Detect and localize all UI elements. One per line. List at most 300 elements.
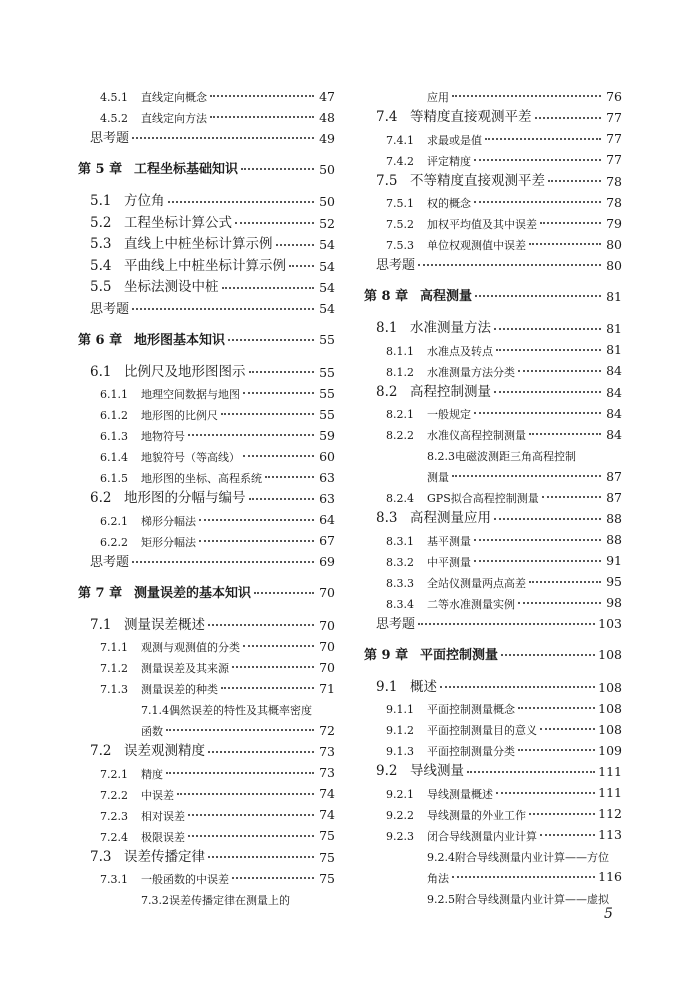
toc-entry: [364, 462, 622, 483]
entry-title: 直线上中桩坐标计算示例: [124, 236, 273, 252]
toc-entry: [78, 822, 335, 843]
dot-leader: [496, 792, 595, 794]
entry-title: 相对误差: [141, 809, 185, 823]
entry-number: 6.2.1: [100, 514, 128, 528]
entry-title: 附合导线测量内业计算——虚拟: [455, 892, 609, 906]
dot-leader: [485, 138, 601, 140]
entry-title: 水准测量方法分类: [427, 365, 515, 379]
entry-number: 第 5 章: [78, 162, 123, 177]
dot-leader: [254, 592, 314, 594]
entry-page: 63: [319, 491, 335, 506]
entry-title: 思考题: [90, 131, 130, 146]
entry-page: 103: [598, 616, 622, 631]
entry-title: 二等水准测量实例: [427, 597, 515, 611]
entry-page: 87: [606, 468, 622, 484]
entry-title: 偶然误差的特性及其概率密度: [169, 704, 312, 717]
dot-leader: [474, 201, 601, 203]
dot-leader: [228, 339, 314, 341]
entry-page: 54: [319, 280, 335, 295]
toc-entry: [364, 103, 622, 125]
entry-number: 9.1.2: [386, 724, 414, 737]
entry-title: 思考题: [376, 616, 416, 632]
entry-number: 7.5.2: [386, 218, 414, 231]
entry-number: 9.1: [376, 678, 398, 695]
dot-leader: [210, 95, 314, 97]
entry-title: 观测与观测值的分类: [141, 641, 240, 654]
dot-leader: [518, 602, 601, 604]
entry-page: 54: [319, 237, 335, 252]
dot-leader: [474, 539, 601, 541]
entry-page: 108: [598, 679, 622, 695]
entry-title: 误差传播定律: [124, 848, 205, 865]
entry-number: 8.3: [376, 510, 398, 526]
entry-page: 88: [606, 532, 622, 547]
entry-title: 平曲线上中桩坐标计算示例: [124, 257, 286, 274]
toc-entry: [364, 526, 622, 547]
entry-number: 6.1.5: [100, 472, 128, 485]
dot-leader: [518, 707, 595, 709]
entry-page: 81: [606, 321, 622, 336]
entry-number: 8.3.4: [386, 597, 414, 611]
toc-entry: [364, 863, 622, 884]
entry-title: 评定精度: [427, 154, 471, 168]
toc-entry: [78, 527, 335, 548]
entry-number: 6.1.2: [100, 409, 128, 422]
entry-title: 中误差: [141, 788, 174, 802]
entry-page: 75: [319, 870, 335, 886]
entry-page: 75: [319, 849, 335, 865]
toc-entry: [78, 252, 335, 274]
entry-page: 55: [319, 364, 335, 380]
toc-entry: [78, 801, 335, 822]
entry-page: 54: [319, 301, 335, 316]
toc-entry: [364, 610, 622, 631]
dot-leader: [132, 308, 314, 310]
entry-number: 8.2: [376, 383, 398, 400]
dot-leader: [188, 814, 314, 816]
entry-number: 5.2: [90, 214, 112, 231]
toc-entry: [364, 314, 622, 336]
entry-title: 思考题: [90, 301, 130, 317]
toc-entry: [78, 400, 335, 421]
entry-title: 导线测量概述: [427, 787, 493, 801]
entry-page: 74: [319, 786, 335, 801]
entry-title: 矩形分幅法: [141, 535, 196, 549]
entry-page: 73: [319, 765, 335, 780]
toc-entry: [364, 441, 622, 462]
dot-leader: [494, 518, 601, 520]
entry-page: 78: [606, 194, 622, 210]
entry-page: 55: [319, 332, 335, 347]
entry-number: 7.2.2: [100, 788, 128, 802]
entry-number: 6.1.1: [100, 388, 128, 401]
entry-page: 80: [606, 236, 622, 252]
page-number: 5: [604, 906, 613, 922]
entry-number: 7.3: [90, 848, 112, 865]
entry-page: 73: [319, 744, 335, 759]
toc-chapter-entry: [364, 282, 622, 303]
toc-chapter-entry: [364, 641, 622, 662]
entry-page: 69: [319, 554, 335, 569]
entry-number: 第 7 章: [78, 585, 123, 601]
entry-title: 基平测量: [427, 534, 471, 548]
toc-entry: [78, 82, 335, 103]
entry-page: 50: [319, 161, 335, 177]
toc-entry: [78, 484, 335, 506]
entry-title: GPS拟合高程控制测量: [427, 492, 539, 505]
dot-leader: [235, 222, 314, 224]
dot-leader: [440, 686, 595, 688]
entry-page: 81: [606, 342, 622, 357]
toc-entry: [78, 632, 335, 653]
toc-entry: [364, 673, 622, 695]
toc-entry: [78, 187, 335, 209]
entry-number: 7.1.1: [100, 641, 128, 654]
entry-number: 7.5.3: [386, 239, 414, 252]
entry-number: 7.2: [90, 743, 112, 759]
entry-number: 4.5.2: [100, 112, 128, 125]
toc-entry: [364, 589, 622, 610]
dot-leader: [289, 265, 314, 267]
entry-number: 7.5: [376, 172, 398, 189]
entry-page: 84: [606, 384, 622, 400]
entry-number: 7.5.1: [386, 197, 414, 210]
dot-leader: [210, 116, 314, 118]
entry-number: 7.1: [90, 616, 112, 633]
dot-leader: [496, 349, 601, 351]
dot-leader: [529, 581, 601, 583]
entry-number: 8.3.3: [386, 576, 414, 590]
entry-page: 77: [606, 110, 622, 125]
entry-title: 工程坐标计算公式: [124, 214, 232, 231]
entry-title: 梯形分幅法: [141, 514, 196, 528]
toc-entry: [78, 548, 335, 569]
entry-number: 8.1: [376, 320, 398, 336]
entry-number: 8.3.1: [386, 534, 414, 548]
entry-number: 8.3.2: [386, 555, 414, 569]
entry-title: 方位角: [124, 193, 165, 209]
toc-entry: [364, 230, 622, 251]
dot-leader: [232, 666, 314, 668]
entry-title: 水准测量方法: [410, 320, 491, 336]
toc-entry: [364, 167, 622, 189]
entry-page: 108: [598, 700, 622, 716]
entry-title: 一般规定: [427, 408, 471, 421]
entry-number: 9.1.1: [386, 703, 414, 716]
toc-entry: [364, 188, 622, 209]
dot-leader: [529, 243, 601, 245]
entry-title: 高程测量: [420, 289, 473, 304]
entry-page: 54: [319, 258, 335, 274]
entry-page: 112: [598, 806, 622, 821]
toc-entry: [78, 674, 335, 695]
toc-entry: [364, 821, 622, 842]
entry-title: 不等精度直接观测平差: [410, 172, 545, 189]
dot-leader: [177, 793, 314, 795]
entry-page: 98: [606, 595, 622, 610]
entry-title: 权的概念: [427, 197, 471, 210]
toc-entry: [364, 800, 622, 821]
entry-number: 7.2.1: [100, 767, 128, 781]
dot-leader: [276, 244, 315, 246]
dot-leader: [188, 835, 314, 837]
entry-number: 5.5: [90, 279, 112, 295]
entry-number: 9.2.2: [386, 808, 414, 822]
entry-page: 64: [319, 512, 335, 527]
entry-page: 80: [606, 257, 622, 273]
entry-page: 52: [319, 215, 335, 231]
entry-title: 直线定向方法: [141, 112, 207, 125]
toc-entry: [78, 209, 335, 231]
entry-number: 9.2.1: [386, 787, 414, 801]
entry-title: 地形图的分幅与编号: [124, 490, 246, 506]
toc-entry: [364, 779, 622, 800]
entry-title: 地形图基本知识: [134, 332, 226, 348]
dot-leader: [529, 433, 601, 435]
entry-number: 7.3.1: [100, 873, 128, 886]
entry-number: 9.2.5: [427, 892, 455, 906]
entry-title: 电磁波测距三角高程控制: [455, 450, 576, 463]
dot-leader: [542, 496, 601, 498]
entry-number: 8.2.1: [386, 408, 414, 421]
toc-left-column: [78, 82, 335, 906]
dot-leader: [188, 434, 314, 436]
dot-leader: [243, 392, 314, 394]
toc-entry: [364, 884, 622, 905]
entry-title: 角法: [427, 871, 449, 885]
entry-number: 5.1: [90, 193, 112, 209]
dot-leader: [199, 540, 314, 542]
toc-entry: [78, 379, 335, 400]
entry-title: 高程测量应用: [410, 510, 491, 526]
toc-entry: [364, 757, 622, 779]
entry-page: 55: [319, 385, 335, 401]
entry-number: 7.1.3: [100, 683, 128, 696]
entry-title: 坐标法测设中桩: [124, 279, 219, 295]
entry-title: 地形图的坐标、高程系统: [141, 472, 262, 485]
dot-leader: [474, 412, 601, 414]
entry-page: 91: [606, 553, 622, 568]
entry-title: 水准仪高程控制测量: [427, 429, 526, 442]
toc-entry: [364, 547, 622, 568]
entry-title: 测量误差及其来源: [141, 662, 229, 675]
dot-leader: [208, 624, 314, 626]
dot-leader: [221, 413, 314, 415]
entry-page: 77: [606, 152, 622, 167]
entry-title: 闭合导线测量内业计算: [427, 829, 537, 843]
entry-page: 81: [606, 288, 622, 304]
entry-number: 6.1.3: [100, 430, 128, 443]
entry-title: 思考题: [90, 554, 130, 570]
entry-page: 71: [319, 680, 335, 696]
toc-entry: [78, 273, 335, 295]
entry-number: 6.1.4: [100, 451, 128, 464]
entry-number: 6.1: [90, 363, 112, 380]
entry-title: 导线测量: [410, 763, 464, 779]
dot-leader: [418, 623, 595, 625]
entry-title: 误差传播定律在测量上的: [169, 894, 290, 907]
dot-leader: [540, 222, 601, 224]
toc-entry: [364, 146, 622, 167]
toc-entry: [364, 842, 622, 863]
entry-title: 应用: [427, 91, 449, 104]
toc-entry: [364, 336, 622, 357]
toc-entry: [78, 611, 335, 633]
entry-title: 全站仪测量两点高差: [427, 576, 526, 590]
entry-title: 加权平均值及其中误差: [427, 218, 537, 231]
entry-title: 函数: [141, 725, 163, 738]
entry-number: 7.4: [376, 109, 398, 125]
dot-leader: [208, 751, 314, 753]
entry-title: 平面控制测量概念: [427, 703, 515, 716]
entry-number: 9.1.3: [386, 745, 414, 758]
entry-page: 111: [598, 785, 622, 800]
toc-entry: [78, 759, 335, 780]
entry-title: 地物符号: [141, 430, 185, 443]
entry-page: 108: [598, 721, 622, 737]
entry-title: 工程坐标基础知识: [134, 162, 239, 177]
dot-leader: [418, 264, 601, 266]
dot-leader: [548, 180, 601, 182]
entry-page: 47: [319, 88, 335, 104]
entry-number: 4.5.1: [100, 91, 128, 104]
entry-number: 7.1.2: [100, 662, 128, 675]
entry-title: 概述: [410, 678, 437, 695]
toc-right-column: [364, 82, 622, 905]
entry-title: 地理空间数据与地图: [141, 388, 240, 401]
toc-entry: [364, 694, 622, 715]
entry-page: 70: [319, 617, 335, 633]
toc-entry: [364, 736, 622, 757]
entry-number: 8.2.4: [386, 492, 414, 505]
toc-entry: [78, 695, 335, 716]
entry-page: 88: [606, 511, 622, 526]
entry-title: 测量: [427, 471, 449, 484]
entry-page: 87: [606, 489, 622, 505]
entry-page: 59: [319, 427, 335, 443]
dot-leader: [249, 498, 315, 500]
toc-entry: [78, 780, 335, 801]
dot-leader: [452, 475, 601, 477]
entry-page: 84: [606, 405, 622, 421]
toc-entry: [78, 716, 335, 737]
entry-title: 平面控制测量: [420, 647, 499, 663]
entry-title: 单位权观测值中误差: [427, 239, 526, 252]
entry-number: 7.1.4: [141, 704, 169, 717]
entry-title: 高程控制测量: [410, 383, 491, 400]
entry-page: 95: [606, 574, 622, 589]
entry-title: 一般函数的中误差: [141, 873, 229, 886]
toc-entry: [78, 103, 335, 124]
entry-title: 比例尺及地形图图示: [124, 363, 246, 380]
entry-number: 7.2.4: [100, 830, 128, 844]
entry-page: 72: [319, 722, 335, 738]
dot-leader: [518, 749, 595, 751]
entry-title: 精度: [141, 767, 163, 781]
toc-entry: [78, 506, 335, 527]
entry-number: 第 9 章: [364, 647, 409, 663]
entry-number: 第 8 章: [364, 289, 409, 304]
entry-title: 附合导线测量内业计算——方位: [455, 850, 609, 864]
entry-title: 地貌符号（等高线）: [141, 451, 240, 464]
entry-number: 7.3.2: [141, 894, 169, 907]
dot-leader: [474, 159, 601, 161]
toc-entry: [78, 295, 335, 316]
dot-leader: [221, 687, 314, 689]
entry-page: 113: [598, 827, 622, 842]
entry-number: 9.2.3: [386, 829, 414, 843]
dot-leader: [467, 771, 595, 773]
entry-page: 109: [598, 742, 622, 758]
toc-chapter-entry: [78, 326, 335, 347]
entry-page: 111: [598, 764, 622, 779]
dot-leader: [452, 95, 601, 97]
dot-leader: [232, 877, 314, 879]
entry-number: 6.2: [90, 490, 112, 506]
dot-leader: [494, 391, 601, 393]
dot-leader: [501, 654, 595, 656]
dot-leader: [529, 813, 595, 815]
dot-leader: [166, 729, 314, 731]
dot-leader: [452, 876, 595, 878]
entry-number: 6.2.2: [100, 535, 128, 549]
toc-entry: [364, 504, 622, 526]
dot-leader: [249, 371, 315, 373]
entry-number: 8.1.2: [386, 365, 414, 379]
toc-entry: [364, 125, 622, 146]
entry-title: 地形图的比例尺: [141, 409, 218, 422]
entry-page: 67: [319, 533, 335, 548]
toc-entry: [364, 399, 622, 420]
entry-page: 76: [606, 88, 622, 104]
dot-leader: [241, 168, 314, 170]
entry-page: 70: [319, 585, 335, 600]
entry-page: 78: [606, 173, 622, 189]
toc-entry: [78, 124, 335, 145]
dot-leader: [518, 370, 601, 372]
toc-entry: [78, 885, 335, 906]
entry-page: 74: [319, 807, 335, 822]
entry-page: 70: [319, 659, 335, 675]
entry-title: 中平测量: [427, 555, 471, 569]
entry-page: 48: [319, 109, 335, 125]
entry-number: 7.4.1: [386, 133, 414, 147]
dot-leader: [199, 519, 314, 521]
entry-title: 测量误差的基本知识: [134, 585, 252, 601]
entry-number: 第 6 章: [78, 332, 123, 348]
entry-page: 63: [319, 469, 335, 485]
entry-number: 8.2.2: [386, 429, 414, 442]
entry-title: 思考题: [376, 258, 416, 273]
dot-leader: [166, 772, 314, 774]
entry-number: 7.4.2: [386, 154, 414, 168]
entry-page: 116: [598, 869, 622, 884]
dot-leader: [540, 728, 595, 730]
entry-title: 导线测量的外业工作: [427, 808, 526, 822]
entry-page: 60: [319, 448, 335, 464]
entry-number: 5.4: [90, 257, 112, 274]
entry-page: 50: [319, 194, 335, 209]
entry-page: 75: [319, 828, 335, 843]
toc-entry: [78, 463, 335, 484]
dot-leader: [222, 287, 315, 289]
toc-entry: [78, 358, 335, 380]
entry-title: 平面控制测量分类: [427, 745, 515, 758]
dot-leader: [474, 560, 601, 562]
entry-number: 7.2.3: [100, 809, 128, 823]
entry-number: 8.2.3: [427, 450, 455, 463]
entry-number: 9.2.4: [427, 850, 455, 864]
